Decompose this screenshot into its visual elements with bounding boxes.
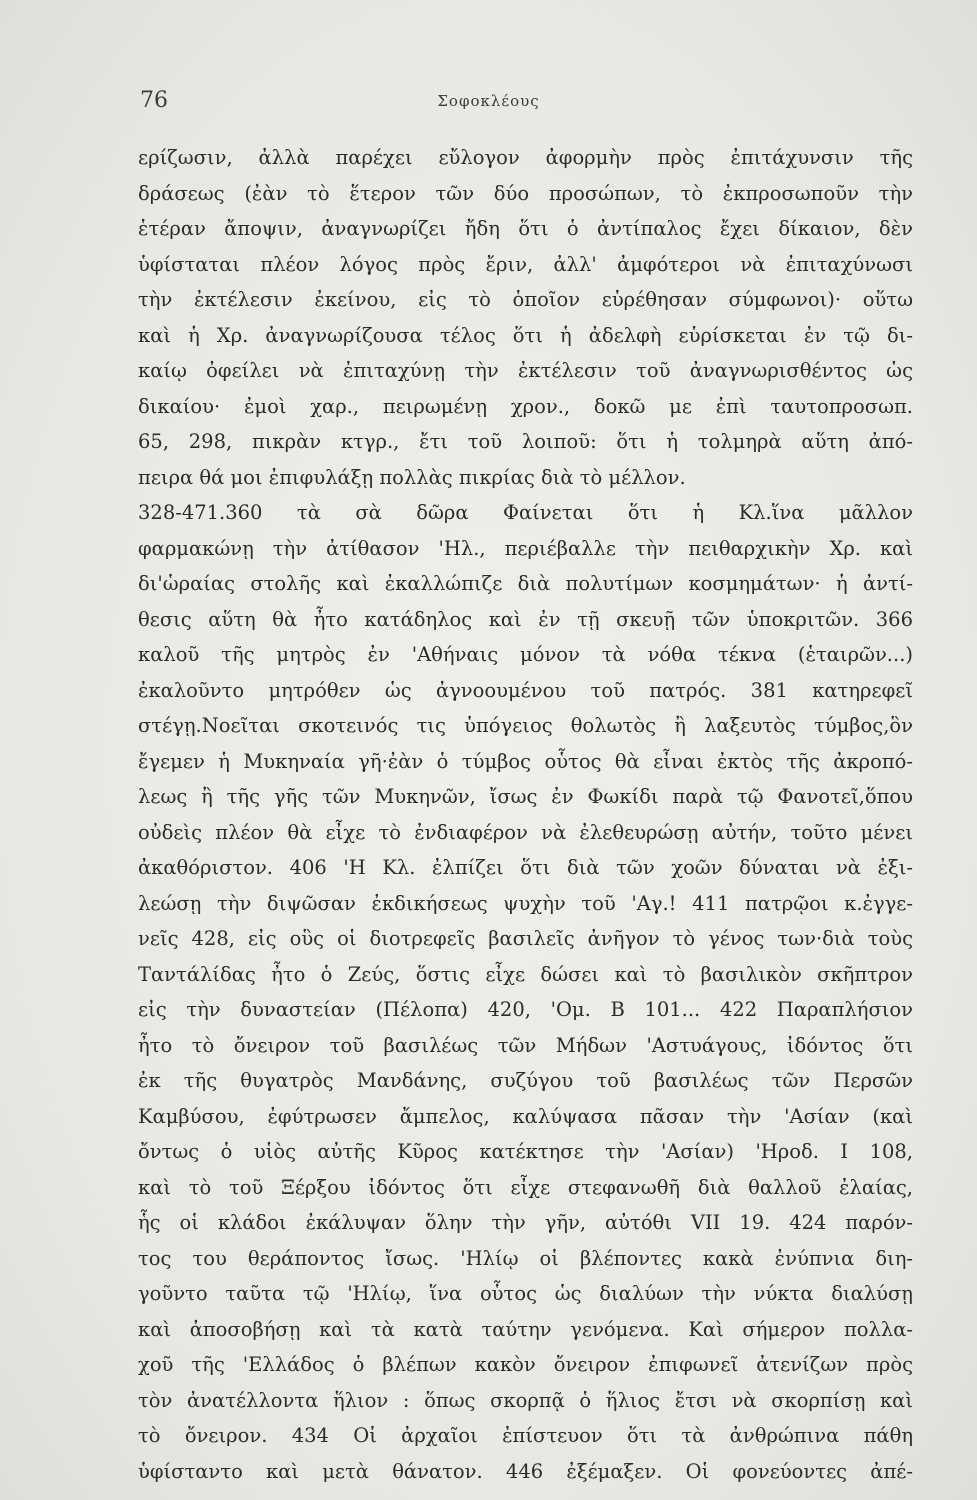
text-line: εἰς τὴν δυναστείαν (Πέλοπα) 420, 'Ομ. Β 101... 422 Παραπλήσιον	[138, 998, 913, 1021]
text-line: νεῖς 428, εἰς οὓς οἱ διοτρεφεῖς βασιλεῖς ἀνῆγον τὸ γένος των·διὰ τοὺς	[138, 927, 913, 950]
text-line: Καμβύσου, ἐφύτρωσεν ἄμπελος, καλύψασα πᾶσαν τὴν 'Ασίαν (καὶ	[138, 1104, 913, 1128]
text-line: οὐδεὶς πλέον θὰ εἶχε τὸ ἐνδιαφέρον νὰ ἐλεθευρώσῃ αὐτήν, τοῦτο μένει	[138, 820, 913, 844]
text-line: δι'ὡραίας στολῆς καὶ ἐκαλλώπιζε διὰ πολυτίμων κοσμημάτων· ἡ ἀντί-	[138, 572, 913, 595]
text-line: καὶ ἡ Χρ. ἀναγνωρίζουσα τέλος ὅτι ἡ ἀδελφὴ εὑρίσκεται ἐν τῷ δι-	[138, 323, 913, 347]
running-title: Σοφοκλέους	[437, 92, 540, 110]
text-line: στέγῃ.Νοεῖται σκοτεινός τις ὑπόγειος θολωτὸς ἢ λαξευτὸς τύμβος,ὃν	[138, 714, 913, 737]
text-line: λεώσῃ τὴν διψῶσαν ἐκδικήσεως ψυχὴν τοῦ 'Αγ.! 411 πατρῷοι κ.ἐγγε-	[138, 891, 913, 915]
text-line: 65, 298, πικρὰν κτγρ., ἔτι τοῦ λοιποῦ: ὅτι ἡ τολμηρὰ αὕτη ἀπό-	[138, 430, 913, 453]
text-line: τὸ ὄνειρον. 434 Οἱ ἀρχαῖοι ἐπίστευον ὅτι τὰ ἀνθρώπινα πάθη	[138, 1424, 913, 1447]
text-line: καλοῦ τῆς μητρὸς ἐν 'Αθήναις μόνον τὰ νόθα τέκνα (ἑταιρῶν...)	[138, 643, 913, 666]
text-line: 328-471.360 τὰ σὰ δῶρα Φαίνεται ὅτι ἡ Κλ.ἵνα μᾶλλον	[138, 501, 913, 524]
page-header	[0, 88, 977, 120]
text-line: φαρμακώνῃ τὴν ἀτίθασον 'Ηλ., περιέβαλλε τὴν πειθαρχικὴν Χρ. καὶ	[138, 536, 913, 560]
text-line: ὑφίσταται πλέον λόγος πρὸς ἔριν, ἀλλ' ἀμφότεροι νὰ ἐπιταχύνωσι	[138, 252, 913, 276]
text-line: ἀκαθόριστον. 406 'Η Κλ. ἐλπίζει ὅτι διὰ τῶν χοῶν δύναται νὰ ἐξι-	[138, 856, 913, 879]
text-line: δράσεως (ἐὰν τὸ ἕτερον τῶν δύο προσώπων, τὸ ἐκπροσωποῦν τὴν	[138, 181, 913, 205]
text-line: γοῦντο ταῦτα τῷ 'Ηλίῳ, ἵνα οὗτος ὡς διαλύων τὴν νύκτα διαλύσῃ	[138, 1282, 913, 1305]
text-line: ἐκαλοῦντο μητρόθεν ὡς ἀγνοουμένου τοῦ πατρός. 381 κατηρεφεῖ	[138, 678, 913, 702]
text-line: ὑφίσταντο καὶ μετὰ θάνατον. 446 ἐξέμαξεν. Οἱ φονεύοντες ἀπέ-	[138, 1459, 913, 1483]
text-line: ἐκ τῆς θυγατρὸς Μανδάνης, συζύγου τοῦ βασιλέως τῶν Περσῶν	[138, 1069, 913, 1092]
text-line: τος του θεράποντος ἴσως. 'Ηλίῳ οἱ βλέποντες κακὰ ἐνύπνια διη-	[138, 1246, 913, 1270]
text-line: Ταντάλίδας ἦτο ὁ Ζεύς, ὅστις εἶχε δώσει καὶ τὸ βασιλικὸν σκῆπτρον	[138, 962, 913, 986]
text-line: καὶ ἀποσοβήσῃ καὶ τὰ κατὰ ταύτην γενόμενα. Καὶ σήμερον πολλα-	[138, 1317, 913, 1341]
text-line: λεως ἢ τῆς γῆς τῶν Μυκηνῶν, ἴσως ἐν Φωκίδι παρὰ τῷ Φανοτεῖ,ὅπου	[138, 785, 913, 808]
text-line: ἦτο τὸ ὄνειρον τοῦ βασιλέως τῶν Μήδων 'Αστυάγους, ἰδόντος ὅτι	[138, 1033, 913, 1057]
text-line: ἑτέραν ἄποψιν, ἀναγνωρίζει ἤδη ὅτι ὁ ἀντίπαλος ἔχει δίκαιον, δὲν	[138, 217, 913, 240]
text-line: καὶ τὸ τοῦ Ξέρξου ἰδόντος ὅτι εἶχε στεφανωθῆ διὰ θαλλοῦ ἐλαίας,	[138, 1175, 913, 1199]
text-line: ὄντως ὁ υἱὸς αὐτῆς Κῦρος κατέκτησε τὴν 'Ασίαν) 'Ηροδ. Ι 108,	[138, 1140, 913, 1163]
text-line: τὸν ἀνατέλλοντα ἥλιον : ὅπως σκορπᾷ ὁ ἥλιος ἔτσι νὰ σκορπίσῃ καὶ	[138, 1388, 913, 1412]
text-line: ερίζωσιν, ἀλλὰ παρέχει εὔλογον ἀφορμὴν πρὸς ἐπιτάχυνσιν τῆς	[138, 146, 913, 169]
text-line: τὴν ἐκτέλεσιν ἐκείνου, εἰς τὸ ὁποῖον εὑρέθησαν σύμφωνοι)· οὕτω	[138, 288, 913, 311]
text-line: καίῳ ὀφείλει νὰ ἐπιταχύνῃ τὴν ἐκτέλεσιν τοῦ ἀναγνωρισθέντος ὡς	[138, 359, 913, 382]
text-line: ἧς οἱ κλάδοι ἐκάλυψαν ὅλην τὴν γῆν, αὐτόθι VII 19. 424 παρόν-	[138, 1211, 913, 1234]
page-number: 76	[140, 88, 168, 113]
text-line: δικαίου· ἐμοὶ χαρ., πειρωμένῃ χρον., δοκῶ με ἐπὶ ταυτοπροσωπ.	[138, 394, 913, 418]
text-line: ἔγεμεν ἡ Μυκηναία γῆ·ἐὰν ὁ τύμβος οὗτος θὰ εἶναι ἐκτὸς τῆς ἀκροπό-	[138, 749, 913, 773]
text-line: χοῦ τῆς 'Ελλάδος ὁ βλέπων κακὸν ὄνειρον ἐπιφωνεῖ ἀτενίζων πρὸς	[138, 1353, 913, 1376]
text-line: θεσις αὕτη θὰ ἦτο κατάδηλος καὶ ἐν τῇ σκευῇ τῶν ὑποκριτῶν. 366	[138, 607, 913, 631]
text-line: πειρα θά μοι ἐπιφυλάξῃ πολλὰς πικρίας διὰ τὸ μέλλον.	[138, 465, 686, 489]
body-text	[138, 140, 913, 1489]
